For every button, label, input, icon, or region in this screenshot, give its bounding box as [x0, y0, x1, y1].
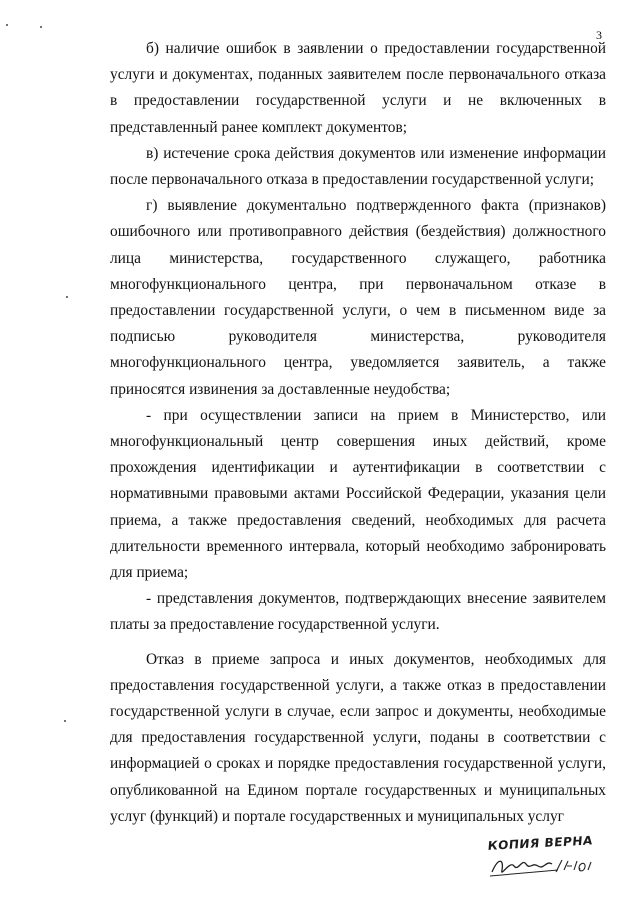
- scan-speck: [6, 24, 8, 26]
- page-number: 3: [596, 28, 602, 42]
- stamp-label: КОПИЯ ВЕРНА: [487, 833, 594, 853]
- paragraph-dash-payment: - представления документов, подтверждающих внесение заявителем платы за предоставление государственной услуги.: [110, 590, 606, 634]
- paragraph-g: г) выявление документально подтвержденного факта (признаков) ошибочного или противоправного действия (бездействия) должностного лица министерства, государственного служащего, работника многофункционального центра, при первоначальном отказе в предоставлении государственной услуги, о чем в письменном виде за подписью руководителя министерства, руководителя многофункционального центра, уведомляется заявитель, а также приносятся извинения за доставленные неудобства;: [110, 197, 606, 398]
- paragraph-refusal: Отказ в приеме запроса и иных документов, необходимых для предоставления государственной услуги, а также отказ в предоставлении государственной услуги в случае, если запрос и документы, необходимые для предоставления государственной услуги, поданы в соответствии с информацией о сроках и порядке предоставления государственной услуги, опубликованной на Едином портале государственных и муниципальных услуг (функций) и портале государственных и муниципальных услуг: [110, 650, 606, 825]
- signature-icon: [488, 852, 598, 882]
- paragraph-b: б) наличие ошибок в заявлении о предоставлении государственной услуги и документах, поданных заявителем после первоначального отказа в предоставлении государственной услуги и не включенных в представленный ранее комплект документов;: [110, 40, 606, 136]
- copy-certified-stamp: [487, 833, 598, 882]
- paragraph-dash-appointment: - при осуществлении записи на прием в Министерство, или многофункциональный центр совершения иных действий, кроме прохождения идентификации и аутентификации в соответствии с нормативными правовыми актами Российской Федерации, указания цели приема, а также предоставления сведений, необходимых для расчета длительности временного интервала, который необходимо забронировать для приема;: [110, 406, 606, 582]
- paragraph-v: в) истечение срока действия документов или изменение информации после первоначального отказа в предоставлении государственной услуги;: [110, 144, 606, 189]
- scan-speck: [64, 720, 66, 722]
- scan-speck: [66, 296, 68, 298]
- scan-speck: [40, 26, 42, 28]
- document-body: [110, 36, 606, 830]
